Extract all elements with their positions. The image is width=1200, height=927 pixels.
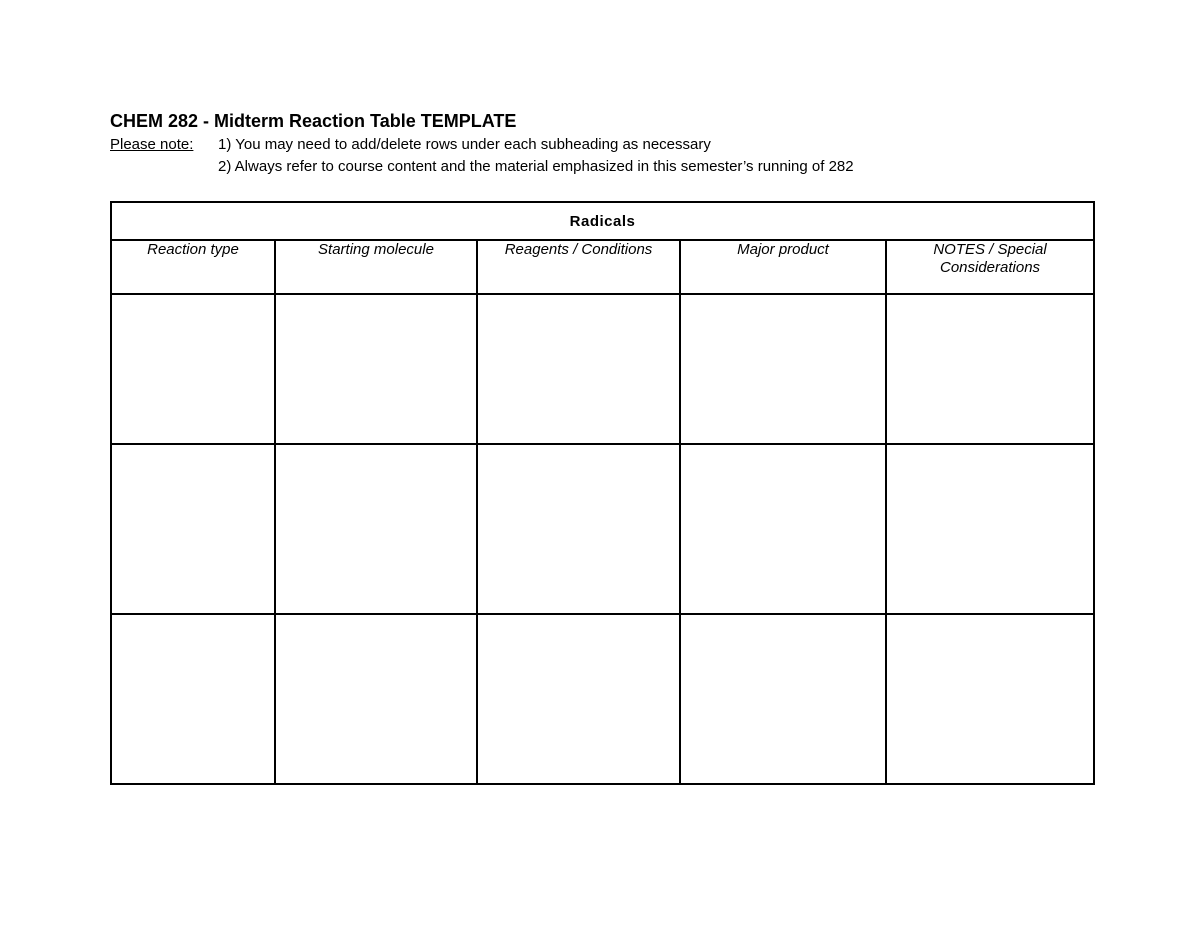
note-line-1: 1) You may need to add/delete rows under each subheading as necessary [218, 136, 711, 153]
table-cell[interactable] [680, 614, 886, 784]
column-header-row [111, 240, 1094, 294]
table-cell[interactable] [886, 294, 1094, 444]
table-cell[interactable] [275, 444, 477, 614]
table-cell[interactable] [275, 614, 477, 784]
section-heading-row [111, 202, 1094, 240]
table-cell[interactable] [111, 614, 275, 784]
page-title: CHEM 282 - Midterm Reaction Table TEMPLATE [110, 111, 517, 131]
table-cell[interactable] [111, 294, 275, 444]
table-cell[interactable] [477, 294, 680, 444]
table-cell[interactable] [680, 294, 886, 444]
table-cell[interactable] [477, 444, 680, 614]
table-cell[interactable] [886, 614, 1094, 784]
table-row [111, 444, 1094, 614]
note-line-2: 2) Always refer to course content and the material emphasized in this semester’s running of 282 [218, 158, 854, 175]
column-header-notes: NOTES / Special Considerations [886, 240, 1094, 294]
table-cell[interactable] [275, 294, 477, 444]
table-cell[interactable] [477, 614, 680, 784]
column-header-starting-molecule: Starting molecule [275, 240, 477, 294]
column-header-reagents-conditions: Reagents / Conditions [477, 240, 680, 294]
table-cell[interactable] [680, 444, 886, 614]
section-heading: Radicals [111, 202, 1094, 240]
table-cell[interactable] [111, 444, 275, 614]
table-cell[interactable] [886, 444, 1094, 614]
note-label: Please note: [110, 136, 194, 153]
reaction-table [110, 201, 1095, 785]
column-header-reaction-type: Reaction type [111, 240, 275, 294]
table-row [111, 614, 1094, 784]
table-row [111, 294, 1094, 444]
column-header-major-product: Major product [680, 240, 886, 294]
